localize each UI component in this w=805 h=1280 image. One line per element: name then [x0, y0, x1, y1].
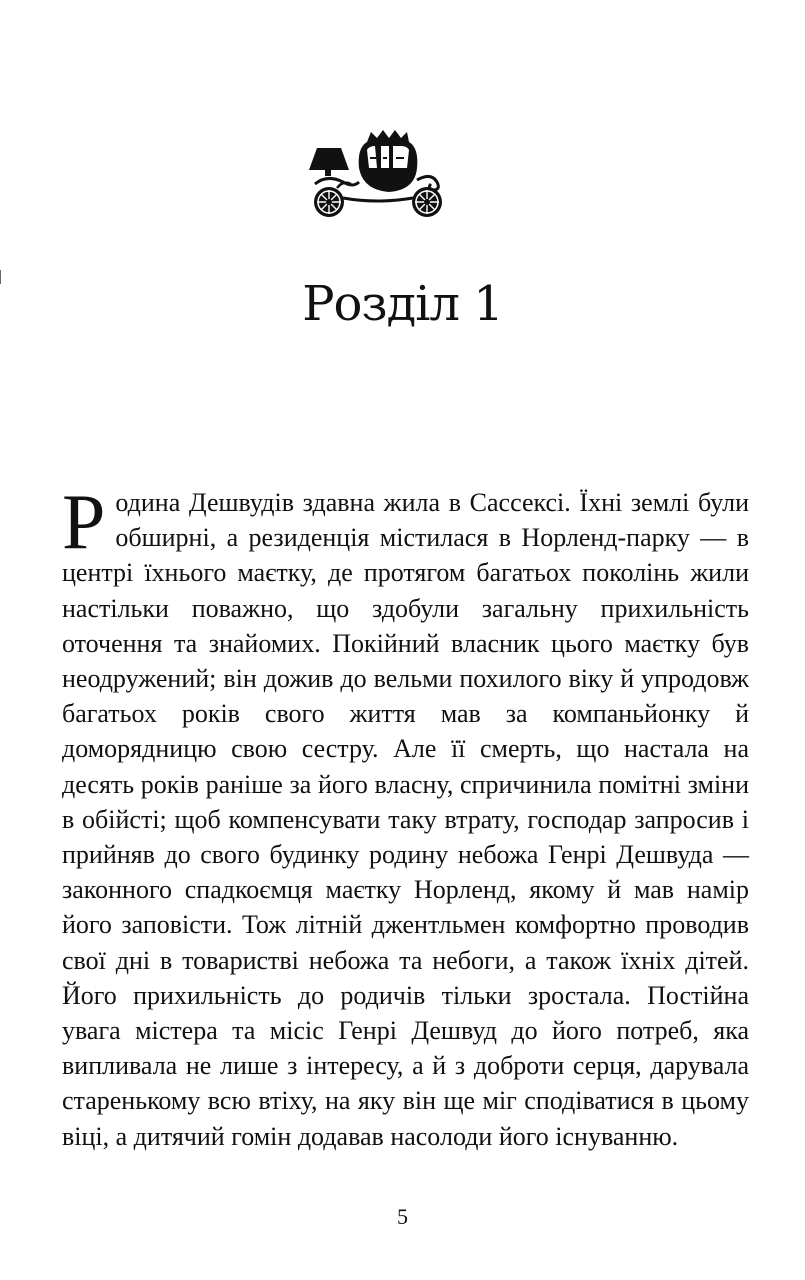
carriage-icon — [297, 128, 447, 220]
page-number: 5 — [397, 1204, 408, 1229]
paragraph-text: одина Дешвудів здавна жила в Сассексі. Їхні землі були обширні, а резиденція містилася в Норленд-парку — в центрі їхнього маєтку, де протягом багатьох поколінь жили настільки поважно, що здобули загальну прихильність оточення та знайомих. Покійний власник цього маєтку був неодружений; він дожив до вельми похилого віку й упродовж багатьох років свого життя мав за компаньйонку й доморядницю свою сестру. Але її смерть, що настала на десять років раніше за його власну, спричинила помітні зміни в обійсті; щоб компенсувати таку втрату, господар запросив і прийняв до свого будинку родину небожа Генрі Дешвуда — законного спадкоємця маєтку Норленд, якому й мав намір його заповісти. Тож літній джентльмен комфортно проводив свої дні в товаристві небожа та небоги, а також їхніх дітей. Його прихильність до родичів тільки зростала. Постійна увага містера та місіс Генрі Дешвуд до його потреб, яка випливала не лише з інтересу, а й з доброти серця, дарувала старенькому всю втіху, на яку він ще міг сподіватися в цьому віці, а дитячий гомін додавав насолоди його існуванню. — [62, 488, 749, 1151]
drop-cap: Р — [62, 478, 106, 565]
body-paragraph — [62, 478, 749, 1154]
chapter-title: Розділ 1 — [302, 276, 503, 332]
